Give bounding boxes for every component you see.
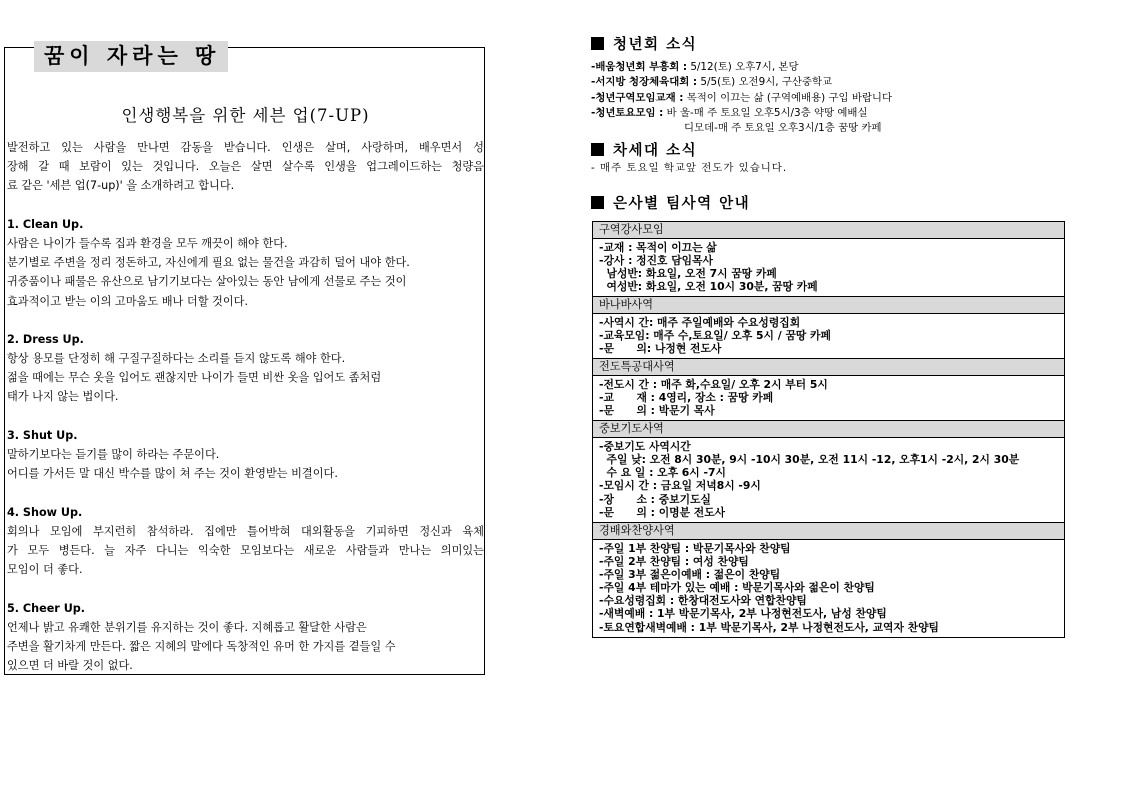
section-heading: 5. Cheer Up. — [7, 601, 86, 615]
ministry-body — [593, 239, 1064, 298]
ministry-line: 수 요 일 : 오후 6시 -7시 — [599, 466, 726, 480]
next-gen-heading: 차세대 소식 — [591, 139, 697, 160]
list-item — [591, 75, 892, 90]
item-text: 5/12(토) 오후7시, 본당 — [687, 61, 799, 73]
section-line: 태가 나지 않는 법이다. — [7, 390, 119, 404]
ministry-line: 주일 낮: 오전 8시 30분, 9시 -10시 30분, 오전 11시 -12, 오후1시 -2시, 2시 30분 — [599, 453, 1020, 467]
ministry-line: 남성반: 화요일, 오전 7시 꿈땅 카페 — [599, 266, 777, 280]
spacer — [7, 483, 484, 502]
section-heading: 2. Dress Up. — [7, 332, 84, 346]
team-ministry-table — [592, 221, 1065, 638]
youth-news-list — [591, 60, 892, 136]
item-label: -청년토요모임 : — [591, 106, 664, 119]
item-label: -서지방 청장체육대회 : — [591, 76, 698, 89]
page-title: 꿈이 자라는 땅 — [34, 41, 228, 72]
ministry-body — [593, 438, 1064, 523]
ministry-line: -주일 4부 테마가 있는 예배 : 박문기목사와 젊은이 찬양팀 — [599, 581, 875, 595]
spacer — [7, 407, 484, 426]
article-body — [7, 138, 484, 675]
spacer — [7, 196, 484, 215]
ministry-title: 중보기도사역 — [593, 421, 1064, 438]
section-line: 모임이 더 좋다. — [7, 563, 83, 577]
list-item — [591, 60, 892, 75]
team-ministry-heading: 은사별 팀사역 안내 — [591, 192, 750, 213]
ministry-line: -문 의: 나정현 전도사 — [599, 342, 722, 356]
ministry-body — [593, 314, 1064, 360]
ministry-title: 전도특공대사역 — [593, 359, 1064, 376]
section-line: 분기별로 주변을 정리 정돈하고, 자신에게 필요 없는 물건을 과감히 덜어 내야 한다. — [7, 256, 410, 270]
ministry-line: -토요연합새벽예배 : 1부 박문기목사, 2부 나정현전도사, 교역자 찬양팀 — [599, 620, 939, 634]
intro-line: 장해 갈 때 보람이 있는 것입니다. 오늘은 살면 살수록 인생을 업그레이드하는 청량음 — [7, 160, 484, 174]
ministry-line: -장 소 : 중보기도실 — [599, 492, 711, 506]
list-item: 디모데-매 주 토요일 오후3시/1층 꿈땅 카페 — [684, 122, 882, 135]
section-line: 어디를 가서든 말 대신 박수를 많이 쳐 주는 것이 환영받는 비결이다. — [7, 467, 338, 481]
ministry-line: -주일 2부 찬양팀 : 여성 찬양팀 — [599, 554, 749, 568]
section-line: 언제나 밝고 유쾌한 분위기를 유지하는 것이 좋다. 지혜롭고 활달한 사람은 — [7, 620, 367, 634]
list-item — [591, 91, 892, 106]
section-line: 젊을 때에는 무슨 옷을 입어도 괜찮지만 나이가 들면 비싼 옷을 입어도 좀처럼 — [7, 371, 382, 385]
section-heading: 4. Show Up. — [7, 505, 83, 519]
item-text: 5/5(토) 오전9시, 구산중학교 — [697, 76, 833, 89]
ministry-line: -중보기도 사역시간 — [599, 439, 691, 453]
section-line: 주변을 활기차게 만든다. 짧은 지혜의 말에다 독창적인 유머 한 가지를 곁들일 수 — [7, 639, 396, 653]
section-line: 사람은 나이가 들수록 집과 환경을 모두 깨끗이 해야 한다. — [7, 236, 288, 250]
square-bullet-icon — [591, 143, 604, 156]
ministry-title: 바나바사역 — [593, 297, 1064, 314]
ministry-line: 여성반: 화요일, 오전 10시 30분, 꿈땅 카페 — [599, 280, 818, 294]
section-line: 항상 용모를 단정히 해 구질구질하다는 소리를 듣지 않도록 해야 한다. — [7, 352, 346, 366]
ministry-line: -사역시 간: 매주 주일예배와 수요성령집회 — [599, 315, 801, 329]
section-heading: 1. Clean Up. — [7, 217, 84, 231]
ministry-line: -모임시 간 : 금요일 저녁8시 -9시 — [599, 479, 761, 493]
ministry-title: 경배와찬양사역 — [593, 523, 1064, 540]
section-heading: 3. Shut Up. — [7, 428, 78, 442]
ministry-line: -주일 1부 찬양팀 : 박문기목사와 찬양팀 — [599, 541, 791, 555]
ministry-line: -교육모임: 매주 수,토요일/ 오후 5시 / 꿈땅 카페 — [599, 328, 831, 342]
ministry-line: -주일 3부 젊은이예배 : 젊은이 찬양팀 — [599, 567, 781, 581]
ministry-line: -전도시 간 : 매주 화,수요일/ 오후 2시 부터 5시 — [599, 377, 828, 391]
section-line: 말하기보다는 듣기를 많이 하라는 주문이다. — [7, 448, 220, 461]
item-label: -배움청년회 부흥회 : — [591, 61, 688, 73]
ministry-line: -새벽예배 : 1부 박문기목사, 2부 나정현전도사, 남성 찬양팀 — [599, 607, 887, 621]
ministry-body — [593, 376, 1064, 422]
section-line: 귀중품이나 패물은 유산으로 남기기보다는 살아있는 동안 남에게 선물로 주는 것이 — [7, 275, 407, 289]
ministry-line: -강사 : 정진호 담임목사 — [599, 253, 713, 267]
section-line: 있으면 더 바랄 것이 없다. — [7, 659, 133, 673]
ministry-body — [593, 540, 1064, 637]
spacer — [7, 579, 484, 598]
list-item — [591, 106, 892, 121]
ministry-line: -교재 : 목적이 이끄는 삶 — [599, 240, 717, 254]
next-gen-text: - 매주 토요일 학교앞 전도가 있습니다. — [591, 162, 788, 174]
ministry-line: -문 의 : 이명분 전도사 — [599, 505, 726, 519]
section-line: 효과적이고 받는 이의 고마움도 배나 더할 것이다. — [7, 294, 249, 308]
square-bullet-icon — [591, 37, 604, 50]
intro-line: 료 같은 '세븐 업(7-up)' 을 소개하려고 합니다. — [7, 179, 235, 193]
article-box — [4, 47, 485, 675]
item-text: 목적이 이끄는 삶 (구역예배용) 구입 바랍니다 — [683, 91, 892, 104]
ministry-line: -교 재 : 4영리, 장소 : 꿈땅 카페 — [599, 391, 774, 404]
intro-line: 발전하고 있는 사람을 만나면 감동을 받습니다. 인생은 살며, 사랑하며, 배우면서 성 — [7, 141, 484, 154]
ministry-line: -수요성령집회 : 한창대전도사와 연합찬양팀 — [599, 594, 807, 608]
article-title: 인생행복을 위한 세븐 업(7-UP) — [121, 106, 370, 125]
item-text: 바 울-매 주 토요일 오후5시/3층 약땅 예배실 — [663, 106, 868, 119]
section-line: 회의나 모임에 부지런히 참석하라. 집에만 틀어박혀 대외활동을 기피하면 정신과 육체 — [7, 524, 484, 538]
square-bullet-icon — [591, 196, 604, 209]
youth-news-heading: 청년회 소식 — [591, 33, 697, 54]
ministry-title: 구역강사모임 — [593, 222, 1064, 239]
item-label: -청년구역모임교재 : — [591, 91, 684, 104]
spacer — [7, 311, 484, 330]
section-line: 가 모두 병든다. 늘 자주 다니는 익숙한 모임보다는 새로운 사람들과 만나는 의미있는 — [7, 543, 484, 557]
ministry-line: -문 의 : 박문기 목사 — [599, 404, 715, 418]
